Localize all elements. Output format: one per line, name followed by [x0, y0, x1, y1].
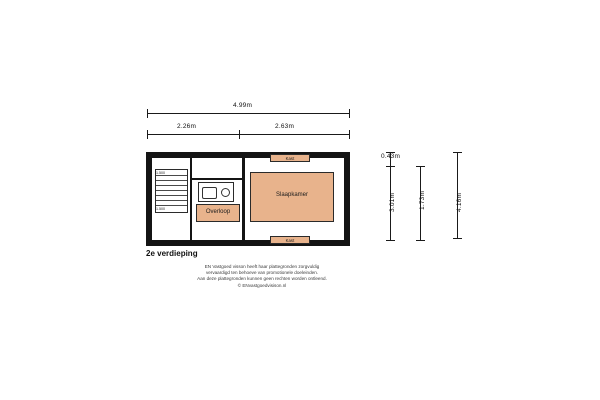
- dimension-label-right-small: 0.43m: [381, 153, 401, 160]
- disclaimer-block: [152, 264, 372, 289]
- disclaimer-line-4: © ENvastgoedvisison.nl: [237, 282, 287, 288]
- window-top-kast: Kast: [270, 154, 310, 162]
- washbasin-icon: [221, 188, 230, 197]
- dimension-tick: [147, 109, 148, 118]
- interior-wall-bathroom-top: [192, 178, 242, 180]
- dimension-tick: [147, 130, 148, 139]
- dimension-tick: [416, 166, 425, 167]
- dimension-tick: [349, 130, 350, 139]
- dimension-tick: [416, 240, 425, 241]
- dimension-label-right-segment: 2.63m: [275, 123, 295, 130]
- disclaimer-line-1: EN Vastgoed visson heeft haar plattegronden zorgvuldig: [204, 264, 320, 269]
- window-bottom-kast: Kast: [270, 236, 310, 244]
- dimension-tick: [349, 109, 350, 118]
- dimension-label-right-inner: 3.01m: [389, 192, 396, 212]
- dimension-label-total-width: 4.99m: [233, 102, 253, 109]
- floor-title: 2e verdieping: [146, 249, 198, 258]
- dimension-line-total-width: [147, 113, 349, 114]
- dimension-label-left-segment: 2.26m: [177, 123, 197, 130]
- interior-wall-stair: [190, 158, 192, 240]
- interior-wall-vertical: [242, 158, 245, 240]
- bathtub-icon: [202, 187, 217, 199]
- dimension-tick: [453, 152, 462, 153]
- floorplan-outline: [146, 152, 350, 246]
- dimension-line-right-segment: [239, 134, 349, 135]
- stair-label-top: 1.500: [156, 171, 165, 175]
- room-label-slaapkamer: Slaapkamer: [275, 192, 308, 198]
- room-label-overloop: Overloop: [205, 209, 231, 215]
- stair-label-bottom: 1.500: [156, 207, 165, 211]
- dimension-label-right-middle: 1.73m: [419, 190, 426, 210]
- disclaimer-line-2: vervaardigd ten behoeve van promotionele doeleinden.: [205, 270, 319, 276]
- dimension-tick: [453, 238, 462, 239]
- dimension-line-left-segment: [147, 134, 239, 135]
- disclaimer-line-3: Aan deze plattegronden kunnen geen rechten worden ontleend.: [197, 276, 327, 282]
- bathroom-fixtures: [198, 182, 234, 202]
- dimension-tick: [386, 240, 395, 241]
- dimension-label-right-total: 4.16m: [456, 192, 463, 212]
